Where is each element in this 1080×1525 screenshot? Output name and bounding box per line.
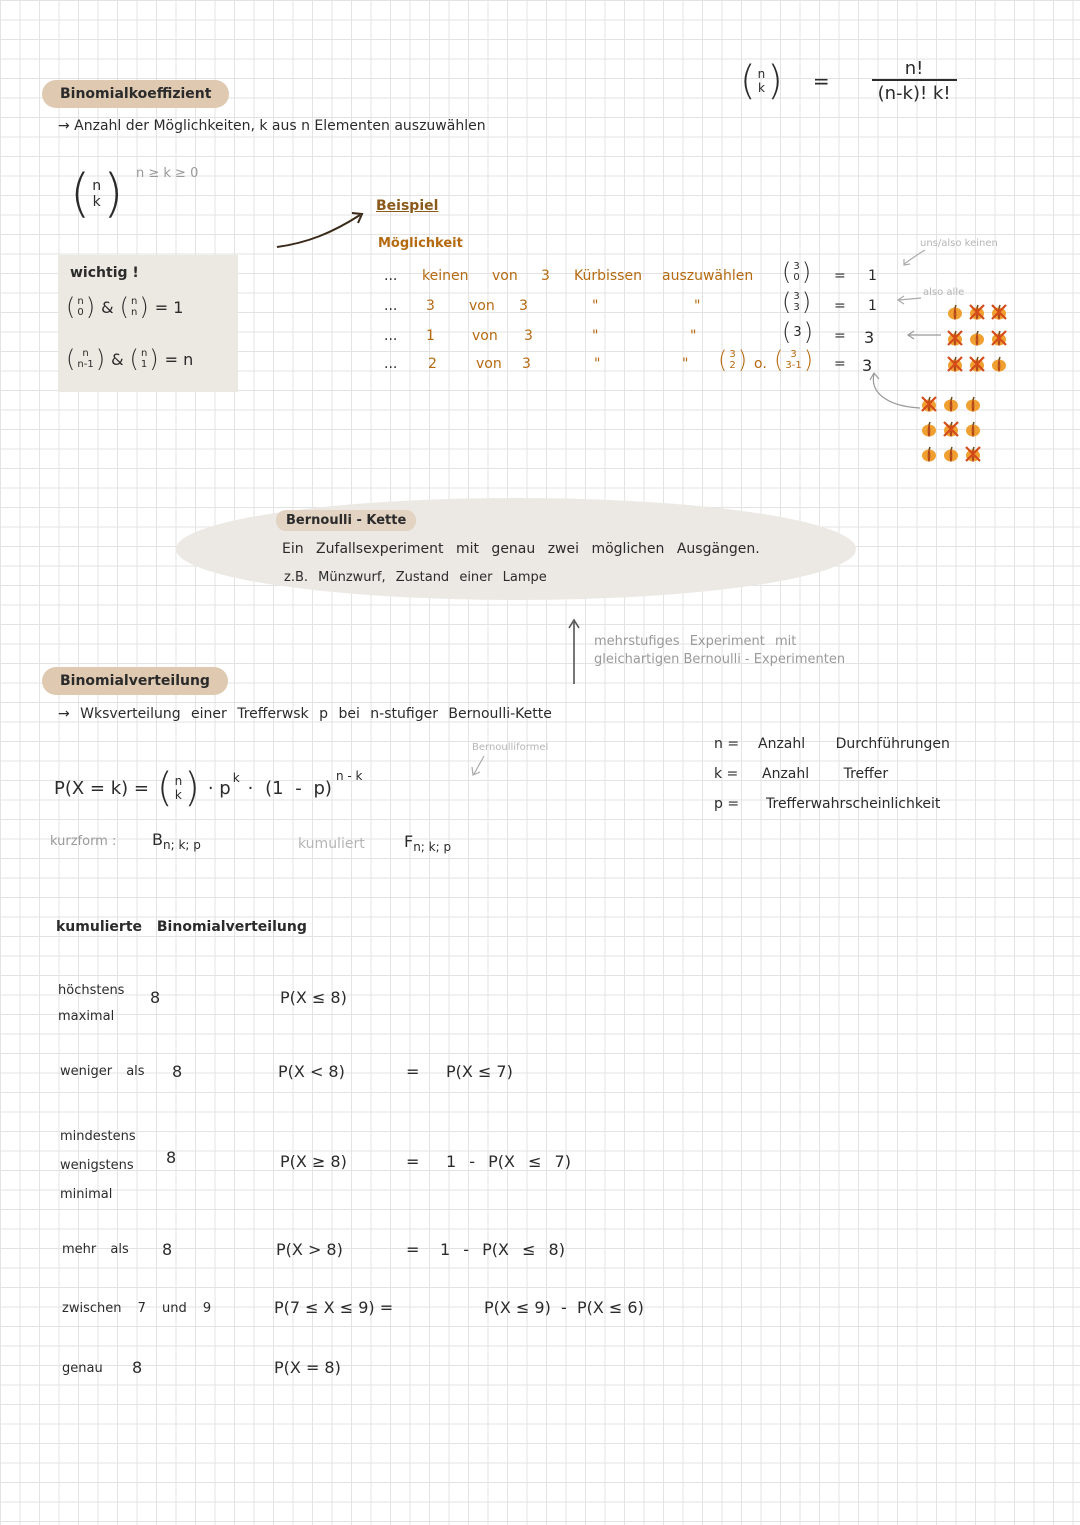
table-row bbox=[384, 288, 904, 324]
crossed-pumpkin-icon bbox=[968, 303, 990, 325]
result: = 1 bbox=[154, 297, 184, 317]
cell-or: o. bbox=[754, 356, 767, 372]
kum-label: genau bbox=[62, 1361, 103, 1376]
kum-expr: P(X > 8) bbox=[276, 1240, 343, 1259]
table-row bbox=[384, 318, 904, 354]
cell-n: 3 bbox=[541, 268, 550, 284]
section-heading-binomialverteilung bbox=[42, 667, 228, 695]
note-arrow-icon bbox=[468, 754, 490, 778]
bernoulli-line-1: Ein Zufallsexperiment mit genau zwei möglichen Ausgängen. bbox=[282, 541, 760, 557]
top: n bbox=[174, 774, 183, 788]
legend-text: Anzahl Durchführungen bbox=[758, 736, 950, 752]
formula-p: · p bbox=[207, 777, 231, 799]
legend-sym: k = bbox=[714, 766, 739, 782]
cell-binom: ( 3 2 ) bbox=[718, 346, 748, 374]
cell-verb: " bbox=[694, 298, 701, 314]
top: 3 bbox=[790, 349, 797, 360]
bernoulli-formula bbox=[54, 765, 363, 811]
note-alle: also alle bbox=[923, 287, 965, 298]
row-arrow-icon bbox=[905, 328, 945, 342]
kurzform-subscript: n; k; p bbox=[162, 838, 201, 853]
bernoulli-heading: Bernoulli - Kette bbox=[276, 510, 416, 531]
curved-arrow-icon bbox=[272, 205, 372, 255]
pumpkin-icon bbox=[942, 395, 964, 417]
kum-row-weniger bbox=[60, 1062, 760, 1092]
kum-row-zwischen bbox=[62, 1298, 782, 1328]
pumpkin-icon bbox=[990, 355, 1012, 377]
crossed-pumpkin-icon bbox=[990, 303, 1012, 325]
top: n bbox=[82, 348, 89, 359]
cell-what: keinen bbox=[422, 268, 469, 284]
legend-row-k bbox=[714, 766, 889, 796]
formula-lhs: P(X = k) = bbox=[54, 777, 149, 799]
cell-result: 3 bbox=[862, 356, 873, 375]
kum-label: weniger als bbox=[60, 1064, 145, 1079]
bottom: k bbox=[174, 788, 182, 802]
pumpkin-icon bbox=[964, 395, 986, 417]
bottom: 2 bbox=[729, 360, 736, 371]
pumpkin-grid-keinen bbox=[920, 395, 986, 467]
kum-expr: P(X ≥ 8) bbox=[280, 1152, 347, 1171]
cell-von: von bbox=[469, 298, 495, 314]
cell-result: 3 bbox=[864, 328, 875, 347]
top: 3 bbox=[793, 261, 800, 272]
bernoulli-line-2: z.B. Münzwurf, Zustand einer Lampe bbox=[284, 570, 547, 585]
kumuliert-F bbox=[404, 832, 451, 854]
pumpkin-icon bbox=[964, 420, 986, 442]
cell-object: " bbox=[592, 328, 599, 344]
bottom: 0 bbox=[793, 272, 800, 283]
cell-eq: = bbox=[834, 268, 846, 284]
kumuliert-subscript: n; k; p bbox=[413, 840, 452, 855]
binom-n-n: ( n n ) bbox=[119, 293, 149, 321]
cell-verb: " bbox=[690, 328, 697, 344]
crossed-pumpkin-icon bbox=[990, 329, 1012, 351]
kum-num: 8 bbox=[166, 1148, 177, 1167]
cell-object: " bbox=[592, 298, 599, 314]
binom-symbol: ( n k ) bbox=[70, 164, 124, 224]
cell-von: von bbox=[472, 328, 498, 344]
kum-num: 8 bbox=[150, 988, 161, 1007]
wichtig-box bbox=[58, 255, 238, 392]
binomial-formula bbox=[740, 58, 957, 104]
bernoulli-note-line-2: gleichartigen Bernoulli - Experimenten bbox=[594, 652, 846, 667]
formula-exp-n-k: n - k bbox=[335, 769, 363, 783]
binom-n-n-1: ( n n-1 ) bbox=[66, 345, 106, 373]
bernoulliformel-note: Bernoulliformel bbox=[472, 742, 549, 753]
bottom: n-1 bbox=[77, 359, 94, 370]
cell-verb: " bbox=[682, 356, 689, 372]
kum-row-hoechstens bbox=[58, 978, 758, 1028]
kumuliert-label: kumuliert bbox=[298, 836, 365, 852]
crossed-pumpkin-icon bbox=[920, 395, 942, 417]
cell-object: Kürbissen bbox=[574, 268, 642, 284]
legend-text: Trefferwahrscheinlichkeit bbox=[766, 796, 941, 812]
symbol-top: n bbox=[92, 178, 102, 194]
top: 3 bbox=[793, 324, 802, 340]
binom-top: n bbox=[757, 67, 766, 81]
section-heading-binomialkoeffizient bbox=[42, 80, 229, 108]
beispiel-title: Beispiel bbox=[376, 198, 439, 214]
cell-binom: ( 3 3 ) bbox=[782, 288, 812, 316]
note-arrow-icon bbox=[895, 292, 925, 306]
note-arrow-icon bbox=[900, 248, 930, 268]
kum-rhs: 1 - P(X ≤ 7) bbox=[446, 1152, 571, 1171]
kum-eq: = bbox=[406, 1152, 420, 1171]
table-row bbox=[384, 346, 904, 382]
binom-n-0: ( n 0 ) bbox=[66, 293, 96, 321]
pumpkin-icon bbox=[946, 303, 968, 325]
kurzform-B bbox=[152, 830, 201, 852]
crossed-pumpkin-icon bbox=[946, 329, 968, 351]
ampersand: & bbox=[111, 349, 124, 369]
legend-text: Anzahl Treffer bbox=[762, 766, 889, 782]
table-row bbox=[384, 258, 904, 294]
crossed-pumpkin-icon bbox=[964, 445, 986, 467]
dots: ... bbox=[384, 298, 398, 314]
cell-what: 1 bbox=[426, 328, 435, 344]
cell-n: 3 bbox=[524, 328, 533, 344]
wichtig-line-1 bbox=[66, 295, 183, 319]
bottom: 3-1 bbox=[785, 360, 802, 371]
binom-n-1: ( n 1 ) bbox=[129, 345, 159, 373]
equals-sign: = bbox=[812, 69, 830, 93]
fraction-numerator: n! bbox=[904, 58, 924, 79]
bottom: 1 bbox=[140, 359, 148, 370]
pumpkin-grid-alle bbox=[946, 303, 1012, 377]
ampersand: & bbox=[101, 297, 114, 317]
cell-eq: = bbox=[834, 356, 846, 372]
top: n bbox=[140, 348, 148, 359]
kum-expr: P(7 ≤ X ≤ 9) = bbox=[274, 1298, 394, 1317]
binom-bottom: k bbox=[757, 81, 765, 95]
heading-text: Binomialverteilung bbox=[60, 673, 210, 689]
cell-object: " bbox=[594, 356, 601, 372]
binom-n-k: ( n k ) bbox=[740, 58, 783, 104]
fraction bbox=[872, 58, 957, 104]
cell-von: von bbox=[492, 268, 518, 284]
cell-eq: = bbox=[834, 298, 846, 314]
kum-expr: P(X = 8) bbox=[274, 1358, 341, 1377]
wichtig-label: wichtig ! bbox=[70, 265, 139, 281]
kum-num: 8 bbox=[162, 1240, 173, 1259]
cell-eq: = bbox=[834, 328, 846, 344]
binomialverteilung-definition: → Wksverteilung einer Trefferwsk p bei n-stufiger Bernoulli-Kette bbox=[58, 706, 552, 722]
kum-label: mehr als bbox=[62, 1242, 129, 1257]
kum-label: zwischen 7 und 9 bbox=[62, 1301, 212, 1316]
cell-n: 3 bbox=[519, 298, 528, 314]
pumpkin-icon bbox=[942, 445, 964, 467]
top: 3 bbox=[793, 291, 800, 302]
legend-sym: p = bbox=[714, 796, 740, 812]
wichtig-line-2 bbox=[66, 347, 193, 371]
condition-text: n ≥ k ≥ 0 bbox=[136, 166, 199, 181]
top: 3 bbox=[729, 349, 736, 360]
cell-von: von bbox=[476, 356, 502, 372]
binomialkoeffizient-definition: → Anzahl der Möglichkeiten, k aus n Elementen auszuwählen bbox=[58, 118, 486, 134]
dots: ... bbox=[384, 356, 398, 372]
kurzform-label: kurzform : bbox=[50, 834, 117, 849]
top: n bbox=[77, 296, 84, 307]
kum-expr: P(X ≤ 8) bbox=[280, 988, 347, 1007]
pumpkin-icon bbox=[920, 420, 942, 442]
symbol-bottom: k bbox=[92, 194, 101, 210]
formula-binom: ( n k ) bbox=[156, 765, 200, 811]
kurzform-symbol: B bbox=[152, 830, 163, 849]
kum-rhs: P(X ≤ 7) bbox=[446, 1062, 513, 1081]
crossed-pumpkin-icon bbox=[942, 420, 964, 442]
formula-exp-k: k bbox=[232, 771, 240, 785]
kum-rhs: P(X ≤ 9) - P(X ≤ 6) bbox=[484, 1298, 644, 1317]
note-keinen: uns/also keinen bbox=[920, 238, 998, 249]
crossed-pumpkin-icon bbox=[968, 355, 990, 377]
cell-n: 3 bbox=[522, 356, 531, 372]
legend-row-p bbox=[714, 796, 941, 826]
top: n bbox=[130, 296, 138, 307]
pumpkin-icon bbox=[968, 329, 990, 351]
kum-expr: P(X < 8) bbox=[278, 1062, 345, 1081]
kum-num: 8 bbox=[172, 1062, 183, 1081]
cell-binom: ( 3 ) bbox=[782, 318, 814, 346]
kum-row-mehr bbox=[62, 1240, 762, 1270]
heading-text: Binomialkoeffizient bbox=[60, 86, 212, 102]
dots: ... bbox=[384, 268, 398, 284]
bernoulli-note-line-1: mehrstufiges Experiment mit bbox=[594, 634, 797, 649]
crossed-pumpkin-icon bbox=[946, 355, 968, 377]
beispiel-subtitle: Möglichkeit bbox=[378, 236, 463, 251]
bottom: 3 bbox=[793, 302, 800, 313]
cell-binom-2: ( 3 3-1 ) bbox=[774, 346, 814, 374]
cell-result: 1 bbox=[868, 298, 877, 314]
kum-num: 8 bbox=[132, 1358, 143, 1377]
cell-what: 2 bbox=[428, 356, 437, 372]
kum-label: mindestens wenigstens minimal bbox=[60, 1129, 136, 1202]
cell-verb: auszuwählen bbox=[662, 268, 754, 284]
kum-row-genau bbox=[62, 1358, 762, 1388]
cell-what: 3 bbox=[426, 298, 435, 314]
legend-row-n bbox=[714, 736, 950, 766]
cell-binom: ( 3 0 ) bbox=[782, 258, 812, 286]
row-arrow-icon bbox=[866, 370, 926, 414]
up-arrow-icon bbox=[566, 618, 582, 686]
kum-eq: = bbox=[406, 1062, 420, 1081]
bottom: 0 bbox=[77, 307, 84, 318]
bottom: n bbox=[130, 307, 138, 318]
pumpkin-icon bbox=[920, 445, 942, 467]
legend-sym: n = bbox=[714, 736, 740, 752]
formula-1-minus-p: · (1 - p) bbox=[247, 777, 332, 799]
fraction-denominator: (n-k)! k! bbox=[872, 79, 957, 104]
result: = n bbox=[164, 349, 194, 369]
kum-rhs: 1 - P(X ≤ 8) bbox=[440, 1240, 565, 1259]
kumulierte-heading: kumulierte Binomialverteilung bbox=[56, 919, 307, 935]
kumuliert-symbol: F bbox=[404, 832, 414, 851]
cell-result: 1 bbox=[868, 268, 877, 284]
dots: ... bbox=[384, 328, 398, 344]
kum-eq: = bbox=[406, 1240, 420, 1259]
formula-legend bbox=[714, 736, 950, 826]
kum-row-mindestens bbox=[60, 1122, 760, 1204]
kum-label: höchstens maximal bbox=[58, 983, 125, 1024]
